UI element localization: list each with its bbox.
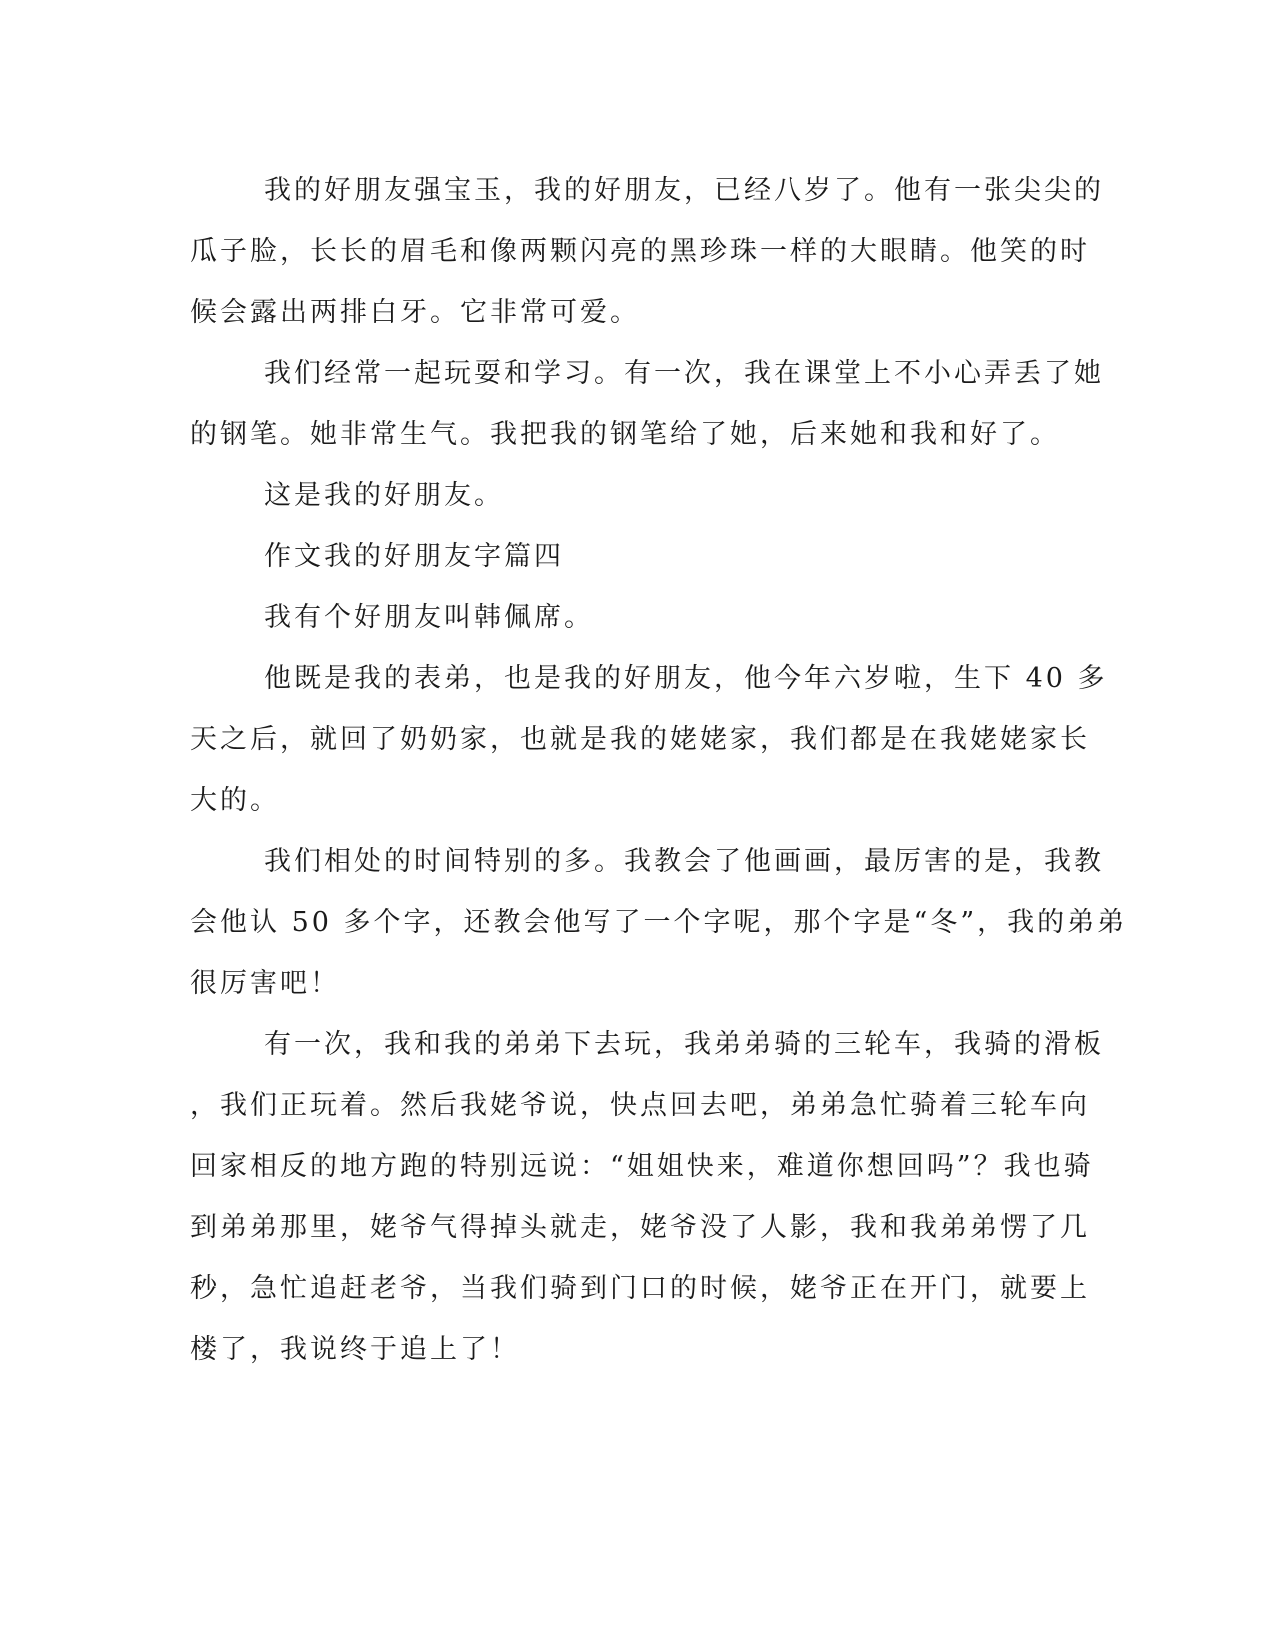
- text-line: 天之后，就回了奶奶家，也就是我的姥姥家，我们都是在我姥姥家长: [190, 724, 1090, 755]
- text-line: 很厉害吧！: [190, 968, 340, 999]
- text-line: 到弟弟那里，姥爷气得掉头就走，姥爷没了人影，我和我弟弟愣了几: [190, 1212, 1090, 1243]
- text-line: 我有个好朋友叫韩佩席。: [264, 602, 594, 633]
- text-line: 这是我的好朋友。: [264, 480, 504, 511]
- text-line: 有一次，我和我的弟弟下去玩，我弟弟骑的三轮车，我骑的滑板: [264, 1029, 1104, 1060]
- text-line: 候会露出两排白牙。它非常可爱。: [190, 297, 640, 328]
- text-line: 我们相处的时间特别的多。我教会了他画画，最厉害的是，我教: [264, 846, 1104, 877]
- text-line: ，我们正玩着。然后我姥爷说，快点回去吧，弟弟急忙骑着三轮车向: [190, 1090, 1090, 1121]
- text-line: 瓜子脸，长长的眉毛和像两颗闪亮的黑珍珠一样的大眼睛。他笑的时: [190, 236, 1090, 267]
- text-line: 作文我的好朋友字篇四: [264, 541, 564, 572]
- text-line: 的钢笔。她非常生气。我把我的钢笔给了她，后来她和我和好了。: [190, 419, 1060, 450]
- text-line: 大的。: [190, 785, 280, 816]
- text-line: 会他认 50 多个字，还教会他写了一个字呢，那个字是“冬”，我的弟弟: [190, 907, 1128, 938]
- document-body: [190, 160, 1128, 1380]
- text-line: 他既是我的表弟，也是我的好朋友，他今年六岁啦，生下 40 多: [264, 663, 1108, 694]
- text-line: 我们经常一起玩耍和学习。有一次，我在课堂上不小心弄丢了她: [264, 358, 1104, 389]
- text-line: 我的好朋友强宝玉，我的好朋友，已经八岁了。他有一张尖尖的: [264, 175, 1104, 206]
- text-line: 秒，急忙追赶老爷，当我们骑到门口的时候，姥爷正在开门，就要上: [190, 1273, 1090, 1304]
- text-line: 回家相反的地方跑的特别远说：“姐姐快来，难道你想回吗”？我也骑: [190, 1151, 1094, 1182]
- text-line: 楼了，我说终于追上了！: [190, 1334, 520, 1365]
